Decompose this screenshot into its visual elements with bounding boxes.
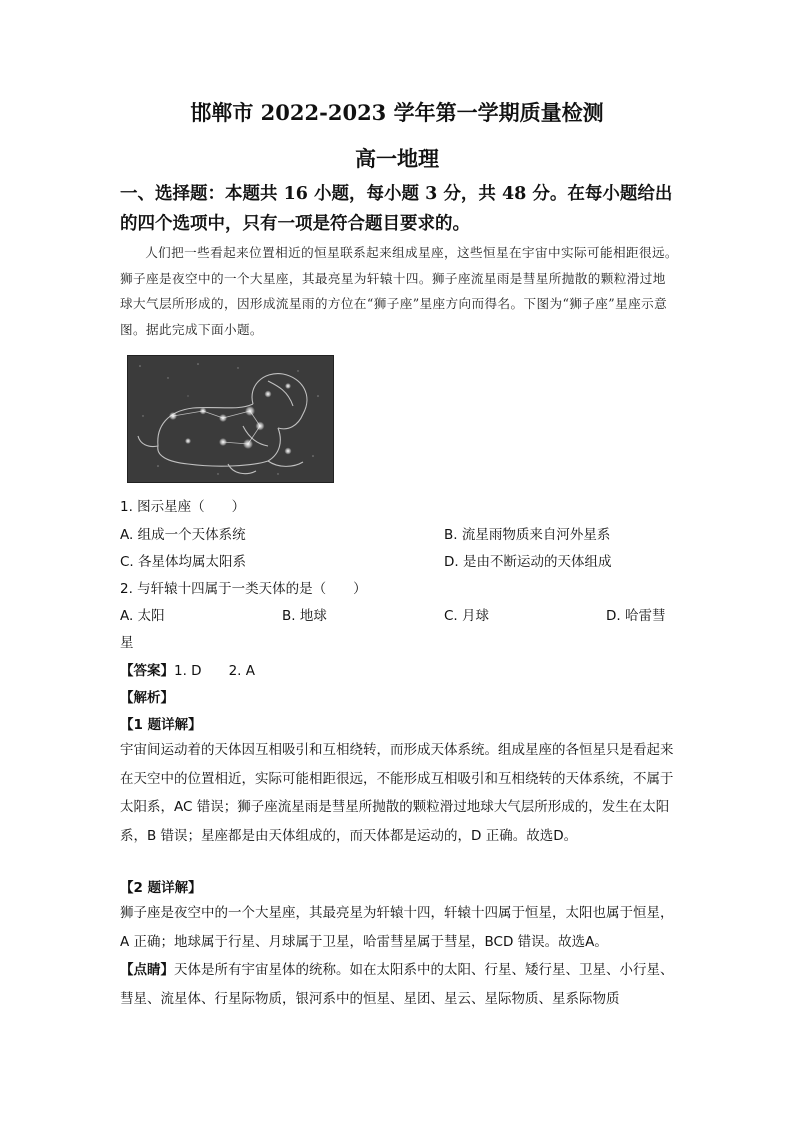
answer-text: 1. D 2. A (174, 663, 255, 679)
question-2-option-d: D. 哈雷彗 (606, 608, 666, 624)
question-2-option-a: A. 太阳 (120, 608, 165, 624)
page-title: 邯郸市 2022-2023 学年第一学期质量检测 (190, 100, 604, 125)
question-2-option-c: C. 月球 (444, 608, 490, 624)
detail-1-text: 宇宙间运动着的天体因互相吸引和互相绕转，而形成天体系统。组成星座的各恒星只是看起来在天空中的位置相近，实际可能相距很远，不能形成互相吸引和互相绕转的天体系统，不属于太阳系，AC 错误；狮子座流星雨是彗星所抛散的颗粒滑过地球大气层所形成的，发生在太阳系，B 错误；星座都是由天体组成的，而天体都是运动的，D 正确。故选D。 (120, 742, 674, 844)
question-1-option-c: C. 各星体均属太阳系 (120, 554, 247, 570)
analysis-label: 【解析】 (120, 690, 174, 706)
question-1-option-a: A. 组成一个天体系统 (120, 527, 246, 543)
question-2-stem: 2. 与轩辕十四属于一类天体的是（ ） (120, 581, 367, 597)
section-heading: 一、选择题：本题共 16 小题，每小题 3 分，共 48 分。在每小题给出的四个选项中，只有一项是符合题目要求的。 (120, 184, 673, 234)
page-subtitle: 高一地理 (355, 146, 439, 171)
answer-line (120, 661, 255, 681)
key-point (120, 956, 676, 1013)
reading-passage: 人们把一些看起来位置相近的恒星联系起来组成星座，这些恒星在宇宙中实际可能相距很远。狮子座是夜空中的一个大星座，其最亮星为轩辕十四。狮子座流星雨是彗星所抛散的颗粒滑过地球大气层所形成的，因形成流星雨的方位在“狮子座”星座方向而得名。下图为“狮子座”星座示意图。据此完成下面小题。 (120, 245, 678, 337)
question-1-option-d: D. 是由不断运动的天体组成 (444, 554, 612, 570)
key-point-label: 【点睛】 (120, 962, 174, 978)
detail-2-text: 狮子座是夜空中的一个大星座，其最亮星为轩辕十四，轩辕十四属于恒星，太阳也属于恒星，A 正确；地球属于行星、月球属于卫星，哈雷彗星属于彗星，BCD 错误。故选A。 (120, 905, 674, 950)
question-1-stem: 1. 图示星座（ ） (120, 499, 246, 515)
detail-2-label: 【2 题详解】 (120, 880, 202, 896)
question-1-option-b: B. 流星雨物质来自河外星系 (444, 527, 611, 543)
question-2-option-d-wrap: 星 (120, 635, 134, 651)
question-2-option-b: B. 地球 (282, 608, 327, 624)
detail-1-label: 【1 题详解】 (120, 717, 202, 733)
lion-constellation-figure (127, 355, 334, 483)
key-point-text: 天体是所有宇宙星体的统称。如在太阳系中的太阳、行星、矮行星、卫星、小行星、彗星、流星体、行星际物质，银河系中的恒星、星团、星云、星际物质、星系际物质 (120, 962, 674, 1007)
answer-label: 【答案】 (120, 663, 174, 679)
lion-constellation-icon (128, 356, 333, 482)
